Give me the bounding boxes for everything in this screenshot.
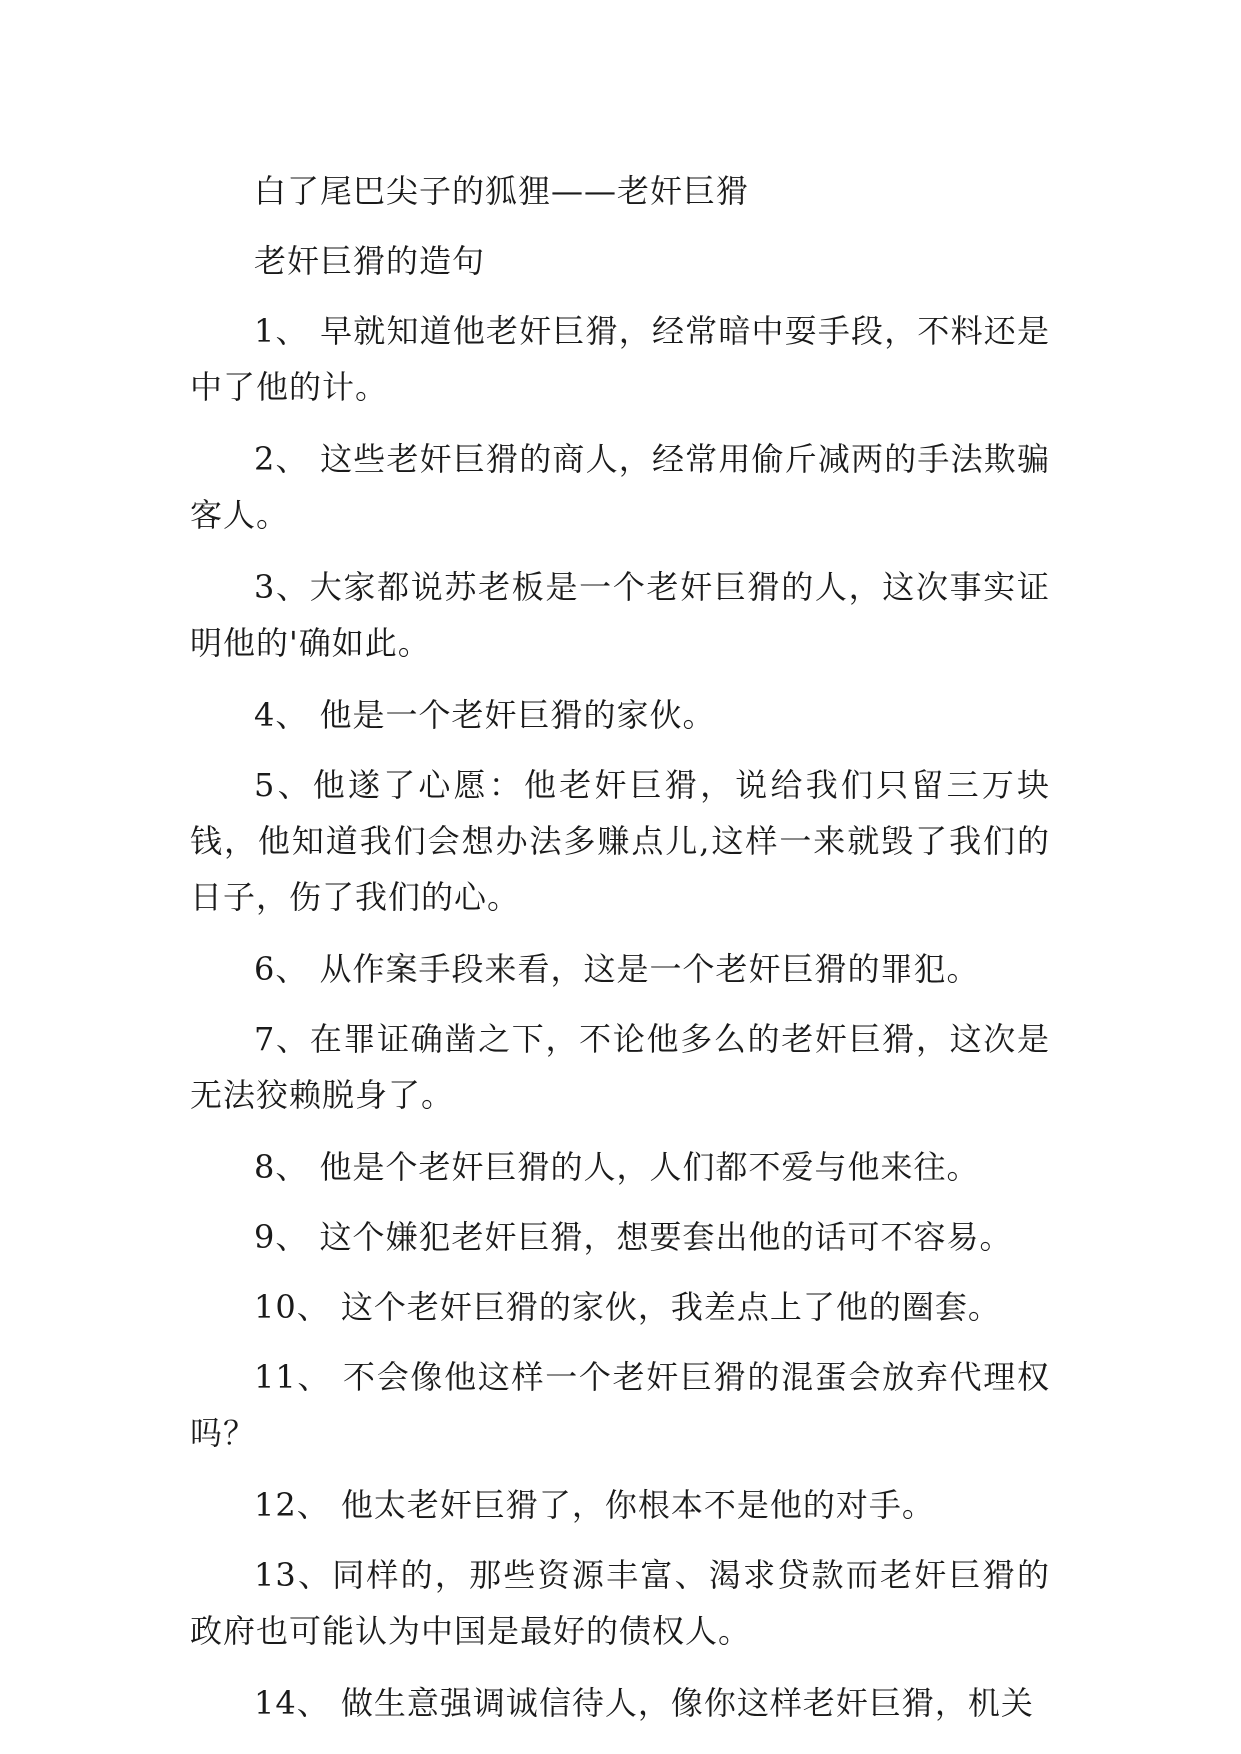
sentence-item: 5、他遂了心愿：他老奸巨猾，说给我们只留三万块钱，他知道我们会想办法多赚点儿,这样一来就毁了我们的日子，伤了我们的心。: [190, 766, 1050, 916]
sentence-item: 7、在罪证确凿之下，不论他多么的老奸巨猾，这次是无法狡赖脱身了。: [190, 1020, 1050, 1114]
sentence-item: 10、 这个老奸巨猾的家伙，我差点上了他的圈套。: [254, 1288, 1001, 1326]
document-title: 白了尾巴尖子的狐狸——老奸巨猾: [254, 172, 750, 210]
sentence-item: 1、 早就知道他老奸巨猾，经常暗中耍手段，不料还是中了他的计。: [190, 312, 1050, 406]
sentence-item: 12、 他太老奸巨猾了，你根本不是他的对手。: [254, 1486, 935, 1524]
sentence-item: 9、 这个嫌犯老奸巨猾，想要套出他的话可不容易。: [254, 1218, 1013, 1256]
sentence-item: 8、 他是个老奸巨猾的人，人们都不爱与他来往。: [254, 1148, 980, 1186]
sentence-item: 11、 不会像他这样一个老奸巨猾的混蛋会放弃代理权吗？: [190, 1358, 1050, 1452]
document-subtitle: 老奸巨猾的造句: [254, 242, 486, 280]
sentence-item: 3、大家都说苏老板是一个老奸巨猾的人，这次事实证明他的'确如此。: [190, 568, 1050, 662]
document-body: [190, 163, 1050, 1747]
sentence-item: 6、 从作案手段来看，这是一个老奸巨猾的罪犯。: [254, 950, 980, 988]
sentence-item: 13、同样的，那些资源丰富、渴求贷款而老奸巨猾的政府也可能认为中国是最好的债权人。: [190, 1556, 1050, 1650]
sentence-item: 2、 这些老奸巨猾的商人，经常用偷斤减两的手法欺骗客人。: [190, 440, 1050, 534]
sentence-item: 14、 做生意强调诚信待人，像你这样老奸巨猾，机关: [254, 1684, 1034, 1722]
sentence-item: 4、 他是一个老奸巨猾的家伙。: [254, 696, 716, 734]
